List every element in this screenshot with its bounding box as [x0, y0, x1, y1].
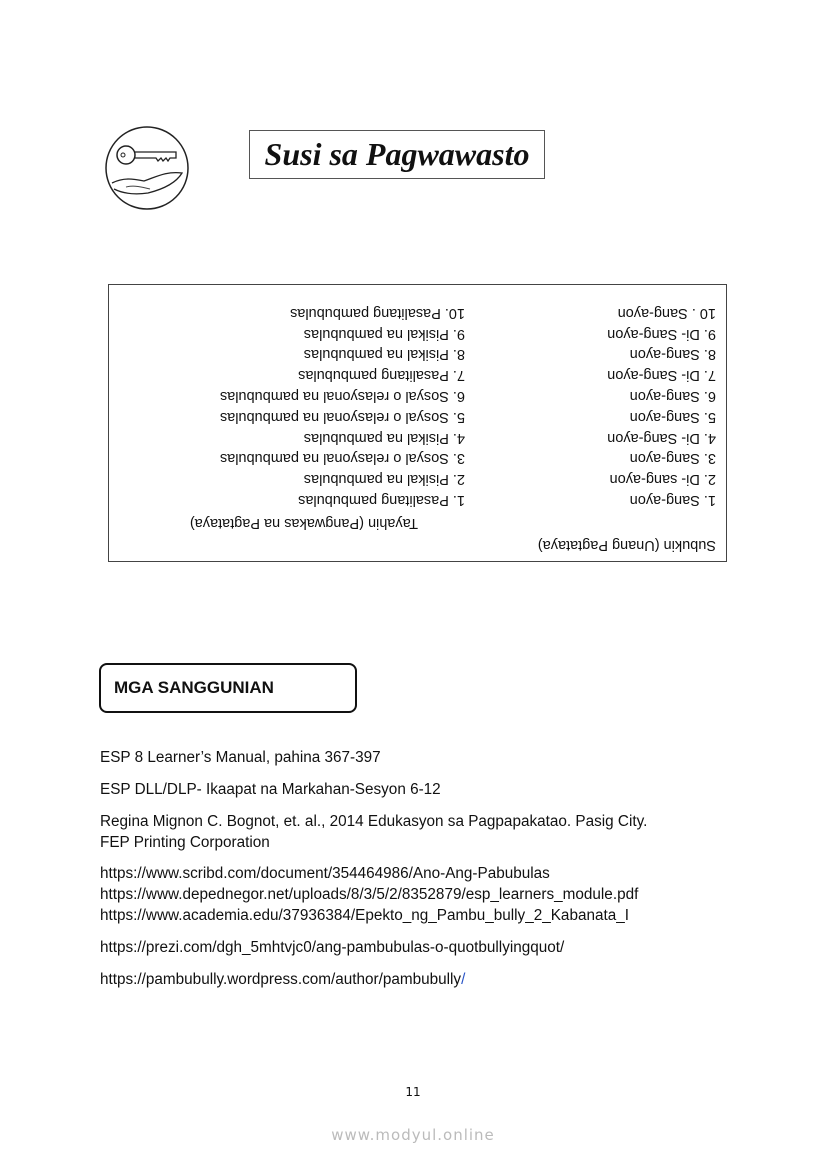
tayahin-answer-item: 6. Sosyal o relasyonal na pambubulas: [219, 388, 465, 404]
tayahin-answer-item: 10. Pasalitang pambubulas: [290, 304, 465, 321]
answer-key-box: [108, 284, 727, 562]
watermark: www.modyul.online: [331, 1126, 495, 1144]
tayahin-heading: Tayahin (Pangwakas na Pagtataya): [189, 515, 418, 531]
subukin-answer-item: 2. Di- sang-ayon: [609, 471, 716, 488]
subukin-answer-item: 3. Sang-ayon: [629, 450, 716, 467]
tayahin-answer-item: 8. Pisikal na pambubulas: [303, 346, 465, 363]
tayahin-answer-item: 5. Sosyal o relasyonal na pambubulas: [219, 408, 465, 425]
reference-link[interactable]: https://www.scribd.com/document/354464986/Ano-Ang-Pabubulas: [100, 865, 550, 882]
tayahin-answer-item: 3. Sosyal o relasyonal na pambubulas: [219, 450, 465, 467]
subukin-answer-item: 9. Di- Sang-ayon: [607, 325, 716, 342]
tayahin-answer-item: 1. Pasalitang pambubulas: [298, 492, 465, 508]
subukin-heading: Subukin (Unang Pagtataya): [537, 537, 716, 553]
reference-item: Regina Mignon C. Bognot, et. al., 2014 Edukasyon sa Pagpapakatao. Pasig City.: [100, 813, 648, 830]
reference-link[interactable]: [100, 969, 465, 990]
tayahin-answer-item: 4. Pisikal na pambubulas: [303, 429, 465, 446]
references-heading: MGA SANGGUNIAN: [99, 663, 357, 713]
subukin-answer-item: 7. Di- Sang-ayon: [607, 367, 716, 384]
subukin-answer-item: 4. Di- Sang-ayon: [607, 429, 716, 446]
page-number: 11: [405, 1085, 421, 1099]
subukin-answer-item: 8. Sang-ayon: [629, 346, 716, 363]
reference-item: ESP 8 Learner’s Manual, pahina 367-397: [100, 749, 381, 766]
reference-link[interactable]: https://prezi.com/dgh_5mhtvjc0/ang-pambubulas-o-quotbullyingquot/: [100, 939, 565, 956]
tayahin-answer-item: 2. Pisikal na pambubulas: [303, 471, 465, 488]
reference-item: ESP DLL/DLP- Ikaapat na Markahan-Sesyon 6-12: [100, 781, 441, 798]
reference-link-suffix: /: [461, 971, 466, 988]
tayahin-answer-item: 7. Pasalitang pambubulas: [298, 367, 465, 384]
reference-item: FEP Printing Corporation: [100, 834, 270, 851]
tayahin-answer-item: 9. Pisikal na pambubulas: [303, 325, 465, 342]
reference-link[interactable]: https://www.depednegor.net/uploads/8/3/5/2/8352879/esp_learners_module.pdf: [100, 886, 639, 903]
subukin-answer-item: 6. Sang-ayon: [629, 388, 716, 404]
subukin-answer-item: 1. Sang-ayon: [629, 492, 716, 508]
subukin-answer-item: 10 . Sang-ayon: [617, 304, 716, 321]
subukin-answer-item: 5. Sang-ayon: [629, 408, 716, 425]
reference-link-text: https://pambubully.wordpress.com/author/pambubully: [100, 971, 462, 988]
page-title: Susi sa Pagwawasto: [249, 130, 545, 179]
reference-link[interactable]: https://www.academia.edu/37936384/Epekto_ng_Pambu_bully_2_Kabanata_I: [100, 907, 629, 924]
key-in-hand-icon: [104, 125, 190, 211]
